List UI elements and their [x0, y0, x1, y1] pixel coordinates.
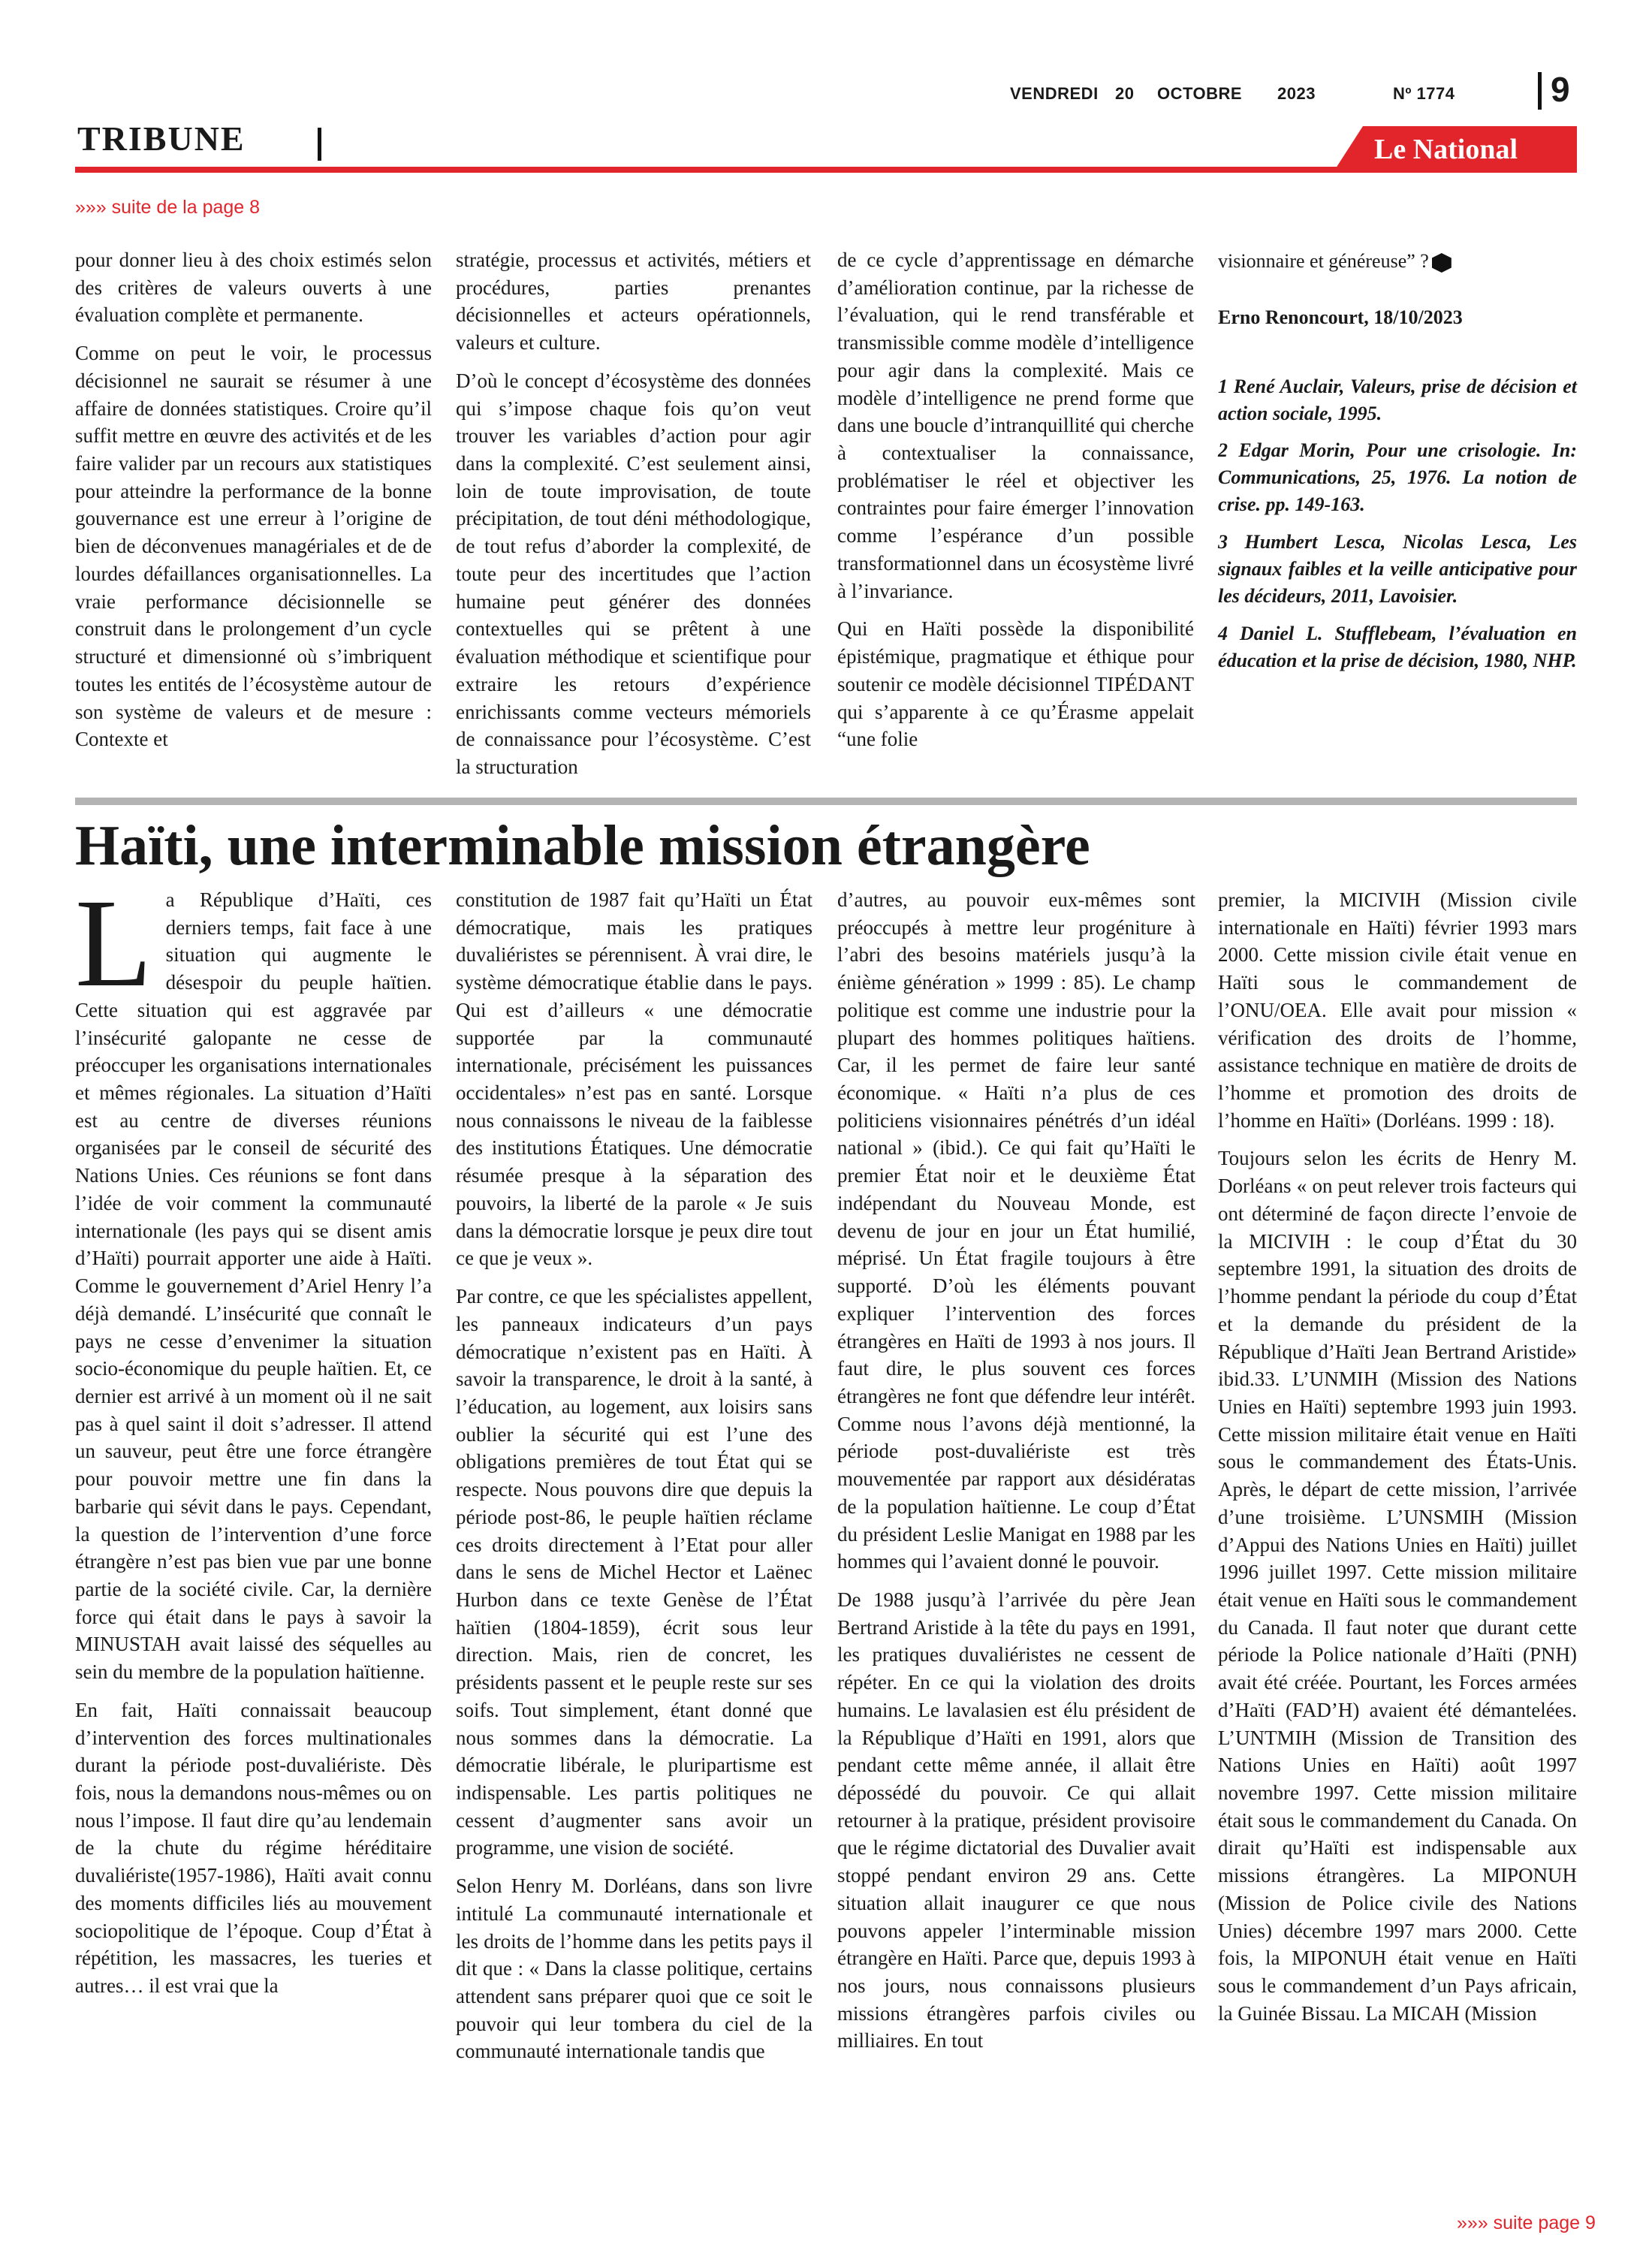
paragraph: De 1988 jusqu’à l’arrivée du père Jean Bertrand Aristide à la tête du pays en 1991, les pratiques duvaliéristes ne cessent de répéter. En ce qui la violation des droits humains. Le lavalasien est élu président de la République d’Haïti en 1991, alors que pendant cette même année, il allait être dépossédé du pouvoir. Ce qui allait retourner à la pratique, président provisoire que le régime dictatorial des Duvalier avait stoppé pendant environ 29 ans. Cette situation allait inaugurer ce que nous pouvons appeler l’interminable mission étrangère en Haïti. Parce que, depuis 1993 à nos jours, nous connaissons plusieurs missions étrangères parfois civiles ou milliaires. En tout: [837, 1588, 1195, 2052]
paragraph: pour donner lieu à des choix estimés selon des critères de valeurs ouverts à une évaluation complète et permanente.: [75, 249, 432, 327]
paragraph: Toujours selon les écrits de Henry M. Dorléans « on peut relever trois facteurs qui ont déterminé de façon directe l’envoie de la MICIVIH : le coup d’État du 30 septembre 1991, la situation des droits de l’homme pendant la période du coup d’État et la demande du président de la République d’Haïti Jean Bertrand Aristide» ibid.33. L’UNMIH (Mission des Nations Unies en Haïti) septembre 1993 juin 1993. Cette mission militaire était venue en Haïti sous le commandement des États-Unis. Après, le départ de cette mission, l’arrivée d’une troisième. L’UNSMIH (Mission d’Appui des Nations Unies en Haïti) juillet 1996 juillet 1997. Cette mission militaire était venue en Haïti sous le commandement du Canada. Il faut noter que durant cette période la Police nationale d’Haïti (PNH) avait été créée. Pourtant, les Forces armées d’Haïti (FAD’H) avaient été démantelées. L’UNTMIH (Mission de Transition des Nations Unies en Haïti) août 1997 novembre 1997. Cette mission militaire était sous le commandement du Canada. On dirait qu’Haïti est indispensable aux missions étrangères. La MIPONUH (Mission de Police civile des Nations Unies) décembre 1997 mars 2000. Cette fois, la MIPONUH était venue en Haïti sous le commandement d’un Pays africain, la Guinée Bissau. La MICAH (Mission: [1218, 1147, 1577, 2025]
newspaper-brand: Le National: [1374, 134, 1518, 165]
issue-month: OCTOBRE: [1157, 84, 1243, 103]
references-list: [1218, 373, 1577, 674]
paragraph: [1218, 248, 1577, 274]
paragraph: stratégie, processus et activités, métiers et procédures, parties prenantes décisionnelles et acteurs opérationnels, valeurs et culture.: [456, 249, 811, 354]
paragraph: [75, 873, 432, 1686]
prev-article-column-4: [1218, 248, 1577, 684]
end-of-article-icon: [1432, 253, 1452, 273]
continued-to-link[interactable]: »»» suite page 9: [1457, 2212, 1596, 2233]
paragraph: d’autres, au pouvoir eux-mêmes sont préoccupés à mettre leur progéniture à l’abri des besoins matériels jusqu’à la énième génération » 1999 : 85). Le champ politique est comme une industrie pour la plupart des hommes politiques haïtiens. Car, il les permet de faire leur santé économique. « Haïti n’a plus de ces politiciens visionnaires pénétrés d’un idéal national » (ibid.). Ce qui fait qu’Haïti le premier État noir et le deuxième État indépendant du Nouveau Monde, est devenu de jour en jour un État humilié, méprisé. Un État fragile toujours à être supporté. D’où les éléments pouvant expliquer l’intervention des forces étrangères en Haïti de 1993 à nos jours. Il faut dire, le plus souvent ces forces étrangères ne font que défendre leur intérêt. Comme nous l’avons déjà mentionné, la période post-duvaliériste est très mouvementée par rapport aux désidératas de la population haïtienne. Le coup d’État du président Leslie Manigat en 1988 par les hommes qui l’avaient donné le pouvoir.: [837, 888, 1195, 1573]
article-headline: Haïti, une interminable mission étrangère: [75, 814, 1090, 877]
author-signature: Erno Renoncourt, 18/10/2023: [1218, 306, 1463, 329]
article-column-2: [456, 886, 812, 2076]
paragraph: Selon Henry M. Dorléans, dans son livre intitulé La communauté internationale et les droits de l’homme dans les petits pays il dit que : « Dans la classe politique, certains attendent sans préparer quoi que ce soit le pouvoir qui leur tombera du ciel de la communauté internationale tandis que: [456, 1874, 812, 2063]
paragraph: constitution de 1987 fait qu’Haïti un État démocratique, mais les pratiques duvaliéristes se pérennisent. À vrai dire, le système démocratique établie dans le pays. Qui est d’ailleurs « une démocratie supportée par la communauté internationale, précisément les puissances occidentales» n’est pas en santé. Lorsque nous connaissons le niveau de la faiblesse des institutions Étatiques. Une démocratie résumée presque à la séparation des pouvoirs, la liberté de la parole « Je suis dans la démocratie lorsque je peux dire tout ce que je veux ».: [456, 888, 812, 1270]
paragraph: de ce cycle d’apprentissage en démarche d’amélioration continue, par la richesse de l’évaluation, qui le rend transférable et transmissible comme modèle d’intelligence pour agir dans la complexité. Mais ce modèle d’intelligence ne prend forme que dans une boucle d’intranquillité qui cherche à contextualiser la connaissance, problématiser le réel et objectiver les contraintes pour faire émerger l’innovation comme l’espérance d’un possible transformationnel dans un écosystème livré à l’invariance.: [837, 249, 1194, 602]
paragraph: Comme on peut le voir, le processus décisionnel ne saurait se résumer à une affaire de données statistiques. Croire qu’il suffit mettre en œuvre des activités et de les faire valider par un recours aux statistiques pour atteindre la performance de la bonne gouvernance est une erreur à l’origine de bien de déconvenues managériales et de de lourdes défaillances organisationnelles. La vraie performance décisionnelle se construit dans le prolongement d’un cycle structuré et dimensionné où s’imbriquent toutes les entités de l’écosystème autour de son système de valeurs et de mesure : Contexte et: [75, 342, 432, 751]
article-separator: [75, 798, 1577, 805]
paragraph: premier, la MICIVIH (Mission civile internationale en Haïti) février 1993 mars 2000. Cette mission civile était venue en Haïti sous le commandement de l’ONU/OEA. Elle avait pour mission « vérification des droits de l’homme, assistance technique en matière de droits de l’homme et promotion des droits de l’homme en Haïti» (Dorléans. 1999 : 18).: [1218, 888, 1577, 1132]
article-column-1: [75, 873, 432, 2010]
page-number-divider: [1538, 72, 1542, 110]
drop-cap: L: [75, 873, 152, 1013]
paragraph: Qui en Haïti possède la disponibilité épistémique, pragmatique et éthique pour soutenir ce modèle décisionnel TIPÉDANT qui s’apparente à ce qu’Érasme appelait “une folie: [837, 617, 1194, 751]
article-column-4: [1218, 886, 1577, 2037]
prev-article-column-1: [75, 246, 432, 764]
paragraph: D’où le concept d’écosystème des données qui s’impose chaque fois qu’on veut trouver les variables d’action pour agir dans la complexité. C’est seulement ainsi, loin de toute improvisation, de toute précipitation, de tout déni méthodologique, de tout refus d’aborder la complexité, de toute peur des incertitudes que l’action humaine peut générer des données contextuelles qui se prêtent à une évaluation méthodique et scientifique pour extraire les retours d’expérience enrichissants comme vecteurs mémoriels de connaissance pour l’écosystème. C’est la structuration: [456, 369, 811, 778]
issue-date-number: 20: [1115, 84, 1135, 103]
paragraph: En fait, Haïti connaissait beaucoup d’intervention des forces multinationales durant la période post-duvaliériste. Dès fois, nous la demandons nous-mêmes ou on nous l’impose. Il faut dire qu’au lendemain de la chute du régime héréditaire duvaliériste(1957-1986), Haïti avait connu des moments difficiles liés au mouvement sociopolitique de l’époque. Coup d’État à répétition, les massacres, les tueries et autres… il est vrai que la: [75, 1698, 432, 1998]
reference-item: 3 Humbert Lesca, Nicolas Lesca, Les signaux faibles et la veille anticipative pour les décideurs, 2011, Lavoisier.: [1218, 531, 1577, 607]
page-number: 9: [1551, 70, 1570, 109]
prev-article-column-3: [837, 246, 1194, 764]
paragraph-text: a République d’Haïti, ces derniers temps, fait face à une situation qui augmente le désespoir du peuple haïtien. Cette situation qui est aggravée par l’insécurité galopante ne cesse de préoccuper les organisations internationales et mêmes régionales. La situation d’Haïti est au centre de diverses réunions organisées par le conseil de sécurité des Nations Unies. Ces réunions se font dans l’idée de voir comment la communauté internationale (les pays qui se disent amis d’Haïti) pourrait apporter une aide à Haïti. Comme le gouvernement d’Ariel Henry l’a déjà demandé. L’insécurité que connaît le pays ne cesse d’envenimer la situation socio-économique du peuple haïtien. Et, ce dernier est arrivé à un moment où il ne sait pas à quel saint il doit s’adresser. Il attend un sauveur, peut être une force étrangère pour pouvoir mettre une fin dans la barbarie qui sévit dans le pays. Cependant, la question de l’intervention d’une force étrangère n’est pas bien vue par une bonne partie de la société civile. Car, la dernière force qui était dans le pays à savoir la MINUSTAH avait laissé des séquelles au sein du membre de la population haïtienne.: [75, 888, 432, 1684]
article-column-3: [837, 886, 1195, 2065]
continued-from-link[interactable]: »»» suite de la page 8: [75, 197, 261, 218]
issue-day: VENDREDI: [1010, 84, 1099, 103]
section-divider: [318, 128, 321, 161]
issue-info: [1010, 84, 1461, 111]
reference-item: 4 Daniel L. Stufflebeam, l’évaluation en éducation et la prise de décision, 1980, NHP.: [1218, 622, 1577, 671]
reference-item: 1 René Auclair, Valeurs, prise de décision et action sociale, 1995.: [1218, 375, 1577, 424]
reference-item: 2 Edgar Morin, Pour une crisologie. In: Communications, 25, 1976. La notion de crise. pp. 149-163.: [1218, 439, 1577, 516]
closing-text: visionnaire et généreuse” ?: [1218, 250, 1429, 272]
issue-number: Nº 1774: [1393, 84, 1455, 103]
section-title: TRIBUNE: [77, 119, 246, 158]
issue-year: 2023: [1277, 84, 1316, 103]
paragraph: Par contre, ce que les spécialistes appellent, les panneaux indicateurs d’un pays démocratique n’existent pas en Haïti. À savoir la transparence, le droit à la santé, à l’éducation, au logement, aux loisirs sans oublier la sécurité qui est l’une des obligations premières de tout État qui se respecte. Nous pouvons dire que depuis la période post-86, le peuple haïtien réclame ces droits directement à l’Etat pour aller dans le sens de Michel Hector et Laënec Hurbon dans ce texte Genèse de l’État haïtien (1804-1859), écrit sous leur direction. Mais, rien de concret, les présidents passent et le peuple reste sur ses soifs. Tout simplement, étant donné que nous sommes dans la démocratie. La démocratie libérale, le pluripartisme est indispensable. Les partis politiques ne cessent d’augmenter sans avoir un programme, une vision de société.: [456, 1285, 812, 1859]
prev-article-column-2: [456, 246, 811, 792]
